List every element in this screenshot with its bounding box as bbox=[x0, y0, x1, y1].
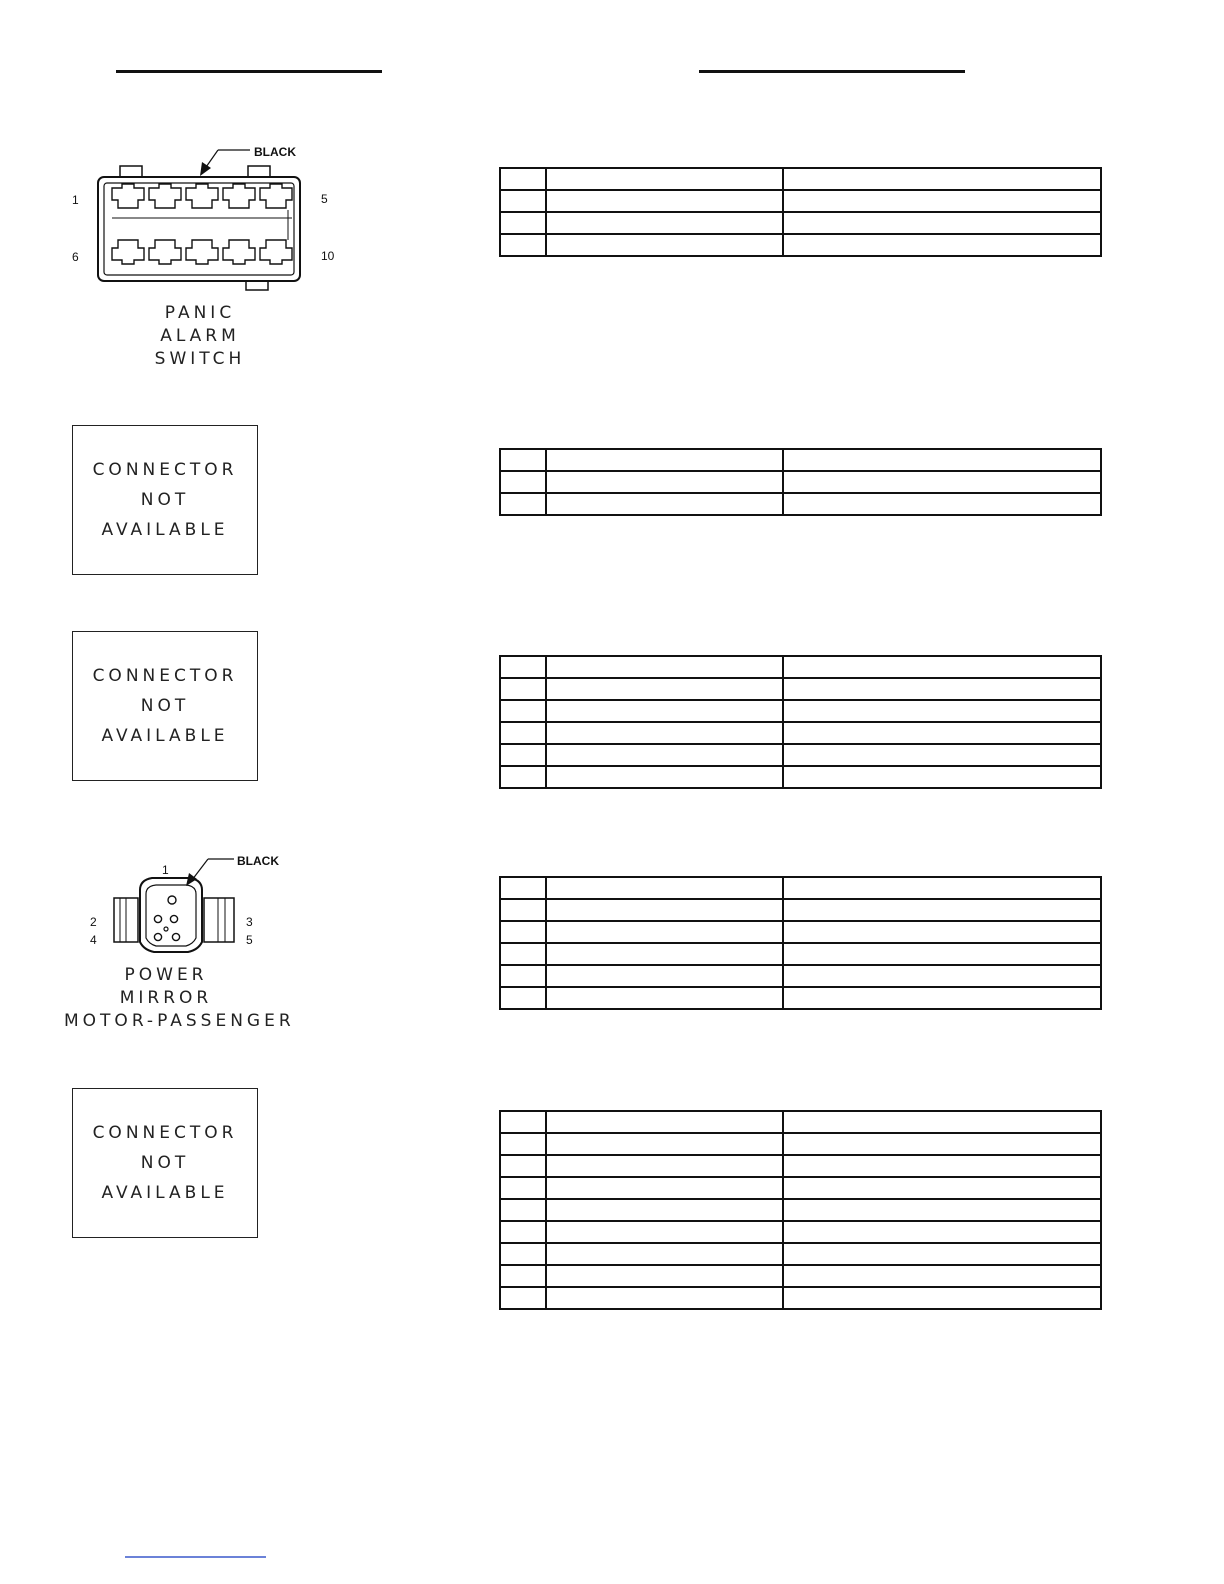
table-row bbox=[500, 190, 1101, 212]
cavity-cell bbox=[500, 943, 546, 965]
cavity-cell bbox=[500, 212, 546, 234]
function-cell bbox=[783, 943, 1101, 965]
pin-number: 1 bbox=[72, 193, 79, 207]
pin-cavity bbox=[164, 927, 168, 931]
cavity-cell bbox=[500, 1199, 546, 1221]
circuit-cell bbox=[546, 678, 783, 700]
table-row bbox=[500, 1287, 1101, 1309]
function-cell bbox=[783, 1199, 1101, 1221]
pin-cavity bbox=[168, 896, 176, 904]
table-row bbox=[500, 1155, 1101, 1177]
color-label: BLACK bbox=[254, 145, 296, 159]
table-row bbox=[500, 943, 1101, 965]
table-row bbox=[500, 1133, 1101, 1155]
table-row bbox=[500, 493, 1101, 515]
cavity-cell bbox=[500, 1133, 546, 1155]
circuit-cell bbox=[546, 1177, 783, 1199]
table-row bbox=[500, 766, 1101, 788]
pin-number: 2 bbox=[90, 915, 97, 929]
function-cell bbox=[783, 678, 1101, 700]
table-row bbox=[500, 471, 1101, 493]
cavity-cell bbox=[500, 168, 546, 190]
panic-alarm-switch-diagram bbox=[60, 140, 360, 300]
function-cell bbox=[783, 987, 1101, 1009]
table-row bbox=[500, 212, 1101, 234]
cavity-cell bbox=[500, 449, 546, 471]
cavity-cell bbox=[500, 987, 546, 1009]
pinout-rows bbox=[500, 877, 1101, 1009]
function-cell bbox=[783, 1221, 1101, 1243]
circuit-cell bbox=[546, 1221, 783, 1243]
table-row bbox=[500, 722, 1101, 744]
pinout-table bbox=[499, 655, 1102, 789]
cavity-cell bbox=[500, 1177, 546, 1199]
circuit-cell bbox=[546, 1133, 783, 1155]
function-cell bbox=[783, 190, 1101, 212]
function-cell bbox=[783, 212, 1101, 234]
circuit-cell bbox=[546, 877, 783, 899]
cavity-cell bbox=[500, 493, 546, 515]
table-row bbox=[500, 744, 1101, 766]
function-cell bbox=[783, 1177, 1101, 1199]
function-cell bbox=[783, 766, 1101, 788]
cavity-cell bbox=[500, 656, 546, 678]
cavity-cell bbox=[500, 1243, 546, 1265]
function-cell bbox=[783, 168, 1101, 190]
cavity-cell bbox=[500, 700, 546, 722]
table-row bbox=[500, 700, 1101, 722]
circuit-cell bbox=[546, 1199, 783, 1221]
function-cell bbox=[783, 656, 1101, 678]
function-cell bbox=[783, 449, 1101, 471]
circuit-cell bbox=[546, 744, 783, 766]
function-cell bbox=[783, 1265, 1101, 1287]
table-row bbox=[500, 1243, 1101, 1265]
pin-cavity bbox=[170, 915, 177, 922]
color-label: BLACK bbox=[237, 854, 279, 868]
pin-number: 10 bbox=[321, 249, 335, 263]
table-row bbox=[500, 678, 1101, 700]
circuit-cell bbox=[546, 234, 783, 256]
table-row bbox=[500, 921, 1101, 943]
cavity-cell bbox=[500, 766, 546, 788]
circuit-cell bbox=[546, 471, 783, 493]
cavity-cell bbox=[500, 190, 546, 212]
pinout-table bbox=[499, 876, 1102, 1010]
header-rule-right bbox=[699, 70, 965, 73]
circuit-cell bbox=[546, 722, 783, 744]
function-cell bbox=[783, 722, 1101, 744]
power-mirror-motor-diagram bbox=[80, 848, 280, 968]
cavity-cell bbox=[500, 1221, 546, 1243]
circuit-cell bbox=[546, 190, 783, 212]
table-row bbox=[500, 1111, 1101, 1133]
table-row bbox=[500, 449, 1101, 471]
table-row bbox=[500, 234, 1101, 256]
cavity-cell bbox=[500, 899, 546, 921]
pinout-table bbox=[499, 167, 1102, 257]
circuit-cell bbox=[546, 212, 783, 234]
circuit-cell bbox=[546, 656, 783, 678]
pin-number: 6 bbox=[72, 250, 79, 264]
function-cell bbox=[783, 234, 1101, 256]
cavity-cell bbox=[500, 471, 546, 493]
pinout-rows bbox=[500, 449, 1101, 515]
table-row bbox=[500, 168, 1101, 190]
pin-cavity bbox=[154, 915, 161, 922]
pin-number: 4 bbox=[90, 933, 97, 947]
table-row bbox=[500, 1199, 1101, 1221]
pin-number: 5 bbox=[246, 933, 253, 947]
table-row bbox=[500, 656, 1101, 678]
connector-caption: PANIC ALARM SWITCH bbox=[154, 303, 246, 369]
cavity-cell bbox=[500, 1155, 546, 1177]
table-row bbox=[500, 877, 1101, 899]
function-cell bbox=[783, 744, 1101, 766]
function-cell bbox=[783, 1243, 1101, 1265]
connector-not-available: CONNECTOR NOT AVAILABLE bbox=[72, 425, 258, 575]
circuit-cell bbox=[546, 168, 783, 190]
circuit-cell bbox=[546, 493, 783, 515]
circuit-cell bbox=[546, 1287, 783, 1309]
header-rule-left bbox=[116, 70, 382, 73]
connector-not-available: CONNECTOR NOT AVAILABLE bbox=[72, 1088, 258, 1238]
cavity-cell bbox=[500, 744, 546, 766]
function-cell bbox=[783, 921, 1101, 943]
table-row bbox=[500, 1177, 1101, 1199]
table-row bbox=[500, 987, 1101, 1009]
function-cell bbox=[783, 1155, 1101, 1177]
function-cell bbox=[783, 1111, 1101, 1133]
circuit-cell bbox=[546, 1111, 783, 1133]
function-cell bbox=[783, 899, 1101, 921]
pinout-rows bbox=[500, 656, 1101, 788]
callout-arrow bbox=[200, 162, 211, 176]
cavity-cell bbox=[500, 1111, 546, 1133]
circuit-cell bbox=[546, 965, 783, 987]
circuit-cell bbox=[546, 1265, 783, 1287]
circuit-cell bbox=[546, 899, 783, 921]
circuit-cell bbox=[546, 700, 783, 722]
connector-housing bbox=[140, 878, 202, 952]
connector-not-available: CONNECTOR NOT AVAILABLE bbox=[72, 631, 258, 781]
circuit-cell bbox=[546, 943, 783, 965]
pin-number: 1 bbox=[162, 863, 169, 877]
table-row bbox=[500, 965, 1101, 987]
function-cell bbox=[783, 965, 1101, 987]
function-cell bbox=[783, 1287, 1101, 1309]
cavity-cell bbox=[500, 921, 546, 943]
circuit-cell bbox=[546, 766, 783, 788]
function-cell bbox=[783, 1133, 1101, 1155]
pin-cavity bbox=[172, 933, 179, 940]
cavity-cell bbox=[500, 722, 546, 744]
callout-line bbox=[192, 859, 208, 880]
circuit-cell bbox=[546, 1155, 783, 1177]
right-wing bbox=[204, 898, 234, 942]
pinout-rows bbox=[500, 1111, 1101, 1309]
pin-number: 3 bbox=[246, 915, 253, 929]
function-cell bbox=[783, 700, 1101, 722]
circuit-cell bbox=[546, 987, 783, 1009]
cavity-cell bbox=[500, 965, 546, 987]
pin-number: 5 bbox=[321, 192, 328, 206]
pin-cavity bbox=[154, 933, 161, 940]
table-row bbox=[500, 1265, 1101, 1287]
circuit-cell bbox=[546, 449, 783, 471]
cavity-cell bbox=[500, 234, 546, 256]
function-cell bbox=[783, 877, 1101, 899]
circuit-cell bbox=[546, 1243, 783, 1265]
pinout-rows bbox=[500, 168, 1101, 256]
cavity-cell bbox=[500, 877, 546, 899]
function-cell bbox=[783, 493, 1101, 515]
pinout-table bbox=[499, 448, 1102, 516]
table-row bbox=[500, 899, 1101, 921]
cavity-cell bbox=[500, 678, 546, 700]
function-cell bbox=[783, 471, 1101, 493]
connector-caption: POWER MIRROR MOTOR-PASSENGER bbox=[64, 965, 295, 1031]
pinout-table bbox=[499, 1110, 1102, 1310]
cavity-cell bbox=[500, 1287, 546, 1309]
circuit-cell bbox=[546, 921, 783, 943]
table-row bbox=[500, 1221, 1101, 1243]
footer-link-underline[interactable] bbox=[125, 1556, 266, 1558]
cavity-cell bbox=[500, 1265, 546, 1287]
